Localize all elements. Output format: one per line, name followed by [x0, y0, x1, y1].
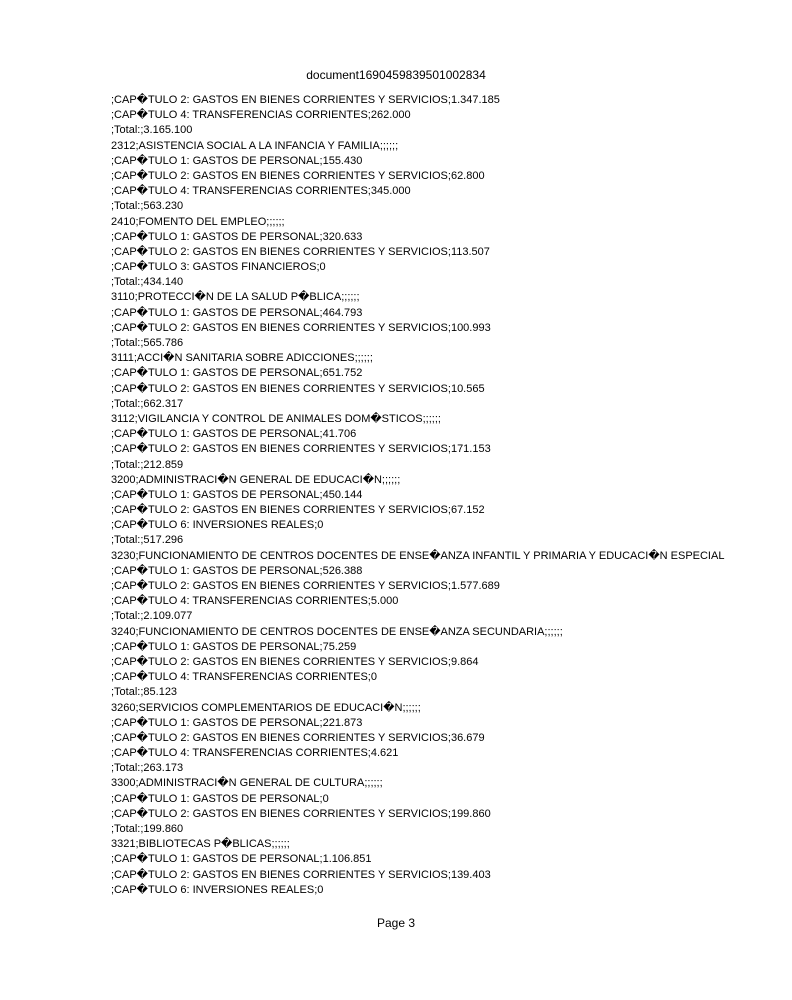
- text-line: ;Total:;199.860: [111, 823, 184, 835]
- text-line: 3200;ADMINISTRACI�N GENERAL DE EDUCACI�N;;;;;;: [111, 473, 401, 486]
- text-line: ;CAP�TULO 1: GASTOS DE PERSONAL;1.106.851: [111, 853, 372, 866]
- text-line: ;CAP�TULO 4: TRANSFERENCIAS CORRIENTES;262.000: [111, 109, 411, 122]
- text-line: ;CAP�TULO 4: TRANSFERENCIAS CORRIENTES;345.000: [111, 185, 411, 198]
- text-line: ;Total:;434.140: [111, 276, 184, 289]
- text-line: ;CAP�TULO 2: GASTOS EN BIENES CORRIENTES Y SERVICIOS;62.800: [111, 169, 485, 182]
- text-line: ;CAP�TULO 3: GASTOS FINANCIEROS;0: [111, 261, 326, 274]
- text-line: 3260;SERVICIOS COMPLEMENTARIOS DE EDUCACI�N;;;;;;: [111, 701, 421, 714]
- text-line: ;CAP�TULO 2: GASTOS EN BIENES CORRIENTES Y SERVICIOS;9.864: [111, 655, 479, 668]
- text-line: ;CAP�TULO 1: GASTOS DE PERSONAL;526.388: [111, 564, 363, 577]
- text-line: 3300;ADMINISTRACI�N GENERAL DE CULTURA;;;;;;: [111, 777, 383, 790]
- text-line: ;CAP�TULO 2: GASTOS EN BIENES CORRIENTES Y SERVICIOS;36.679: [111, 731, 485, 744]
- text-line: ;CAP�TULO 2: GASTOS EN BIENES CORRIENTES Y SERVICIOS;139.403: [111, 868, 491, 881]
- document-title: document1690459839501002834: [306, 68, 486, 82]
- text-line: ;CAP�TULO 4: TRANSFERENCIAS CORRIENTES;5.000: [111, 595, 399, 608]
- text-line: ;CAP�TULO 2: GASTOS EN BIENES CORRIENTES Y SERVICIOS;113.507: [111, 245, 490, 258]
- text-line: 2312;ASISTENCIA SOCIAL A LA INFANCIA Y FAMILIA;;;;;;: [111, 139, 399, 152]
- text-line: ;Total:;263.173: [111, 762, 184, 775]
- text-line: 3111;ACCI�N SANITARIA SOBRE ADICCIONES;;;;;;: [111, 352, 373, 365]
- page-number: Page 3: [376, 916, 416, 930]
- text-line: ;Total:;565.786: [111, 337, 184, 349]
- text-line: ;Total:;517.296: [111, 534, 184, 547]
- text-line: ;CAP�TULO 2: GASTOS EN BIENES CORRIENTES Y SERVICIOS;1.347.185: [111, 94, 500, 106]
- text-line: ;CAP�TULO 1: GASTOS DE PERSONAL;450.144: [111, 488, 363, 501]
- text-line: 3230;FUNCIONAMIENTO DE CENTROS DOCENTES DE ENSE�ANZA INFANTIL Y PRIMARIA Y EDUCACI�N ESPECIAL: [111, 549, 725, 562]
- text-line: 3321;BIBLIOTECAS P�BLICAS;;;;;;: [111, 838, 290, 851]
- text-line: ;Total:;2.109.077: [111, 610, 193, 623]
- text-line: ;CAP�TULO 1: GASTOS DE PERSONAL;0: [111, 792, 329, 805]
- text-line: 3240;FUNCIONAMIENTO DE CENTROS DOCENTES DE ENSE�ANZA SECUNDARIA;;;;;;: [111, 625, 563, 638]
- text-line: ;CAP�TULO 6: INVERSIONES REALES;0: [111, 883, 324, 896]
- text-line: 3112;VIGILANCIA Y CONTROL DE ANIMALES DOM�STICOS;;;;;;: [111, 412, 441, 425]
- text-line: ;CAP�TULO 2: GASTOS EN BIENES CORRIENTES Y SERVICIOS;10.565: [111, 382, 485, 395]
- text-line: ;Total:;212.859: [111, 458, 184, 471]
- text-line: ;CAP�TULO 4: TRANSFERENCIAS CORRIENTES;4.621: [111, 747, 399, 760]
- text-line: ;CAP�TULO 2: GASTOS EN BIENES CORRIENTES Y SERVICIOS;100.993: [111, 321, 491, 334]
- document-body: [111, 93, 792, 898]
- text-line: ;CAP�TULO 1: GASTOS DE PERSONAL;41.706: [111, 428, 357, 441]
- text-line: 3110;PROTECCI�N DE LA SALUD P�BLICA;;;;;;: [111, 291, 360, 304]
- text-line: ;CAP�TULO 2: GASTOS EN BIENES CORRIENTES Y SERVICIOS;1.577.689: [111, 580, 500, 592]
- text-line: ;CAP�TULO 1: GASTOS DE PERSONAL;320.633: [111, 230, 363, 243]
- text-line: ;CAP�TULO 6: INVERSIONES REALES;0: [111, 519, 324, 532]
- text-line: ;CAP�TULO 2: GASTOS EN BIENES CORRIENTES Y SERVICIOS;199.860: [111, 807, 491, 820]
- text-line: ;CAP�TULO 2: GASTOS EN BIENES CORRIENTES Y SERVICIOS;171.153: [111, 443, 491, 456]
- text-line: ;CAP�TULO 2: GASTOS EN BIENES CORRIENTES Y SERVICIOS;67.152: [111, 504, 485, 517]
- text-line: ;Total:;563.230: [111, 200, 184, 213]
- text-line: ;CAP�TULO 1: GASTOS DE PERSONAL;75.259: [111, 640, 357, 653]
- text-line: ;CAP�TULO 1: GASTOS DE PERSONAL;221.873: [111, 716, 363, 729]
- text-line: ;CAP�TULO 1: GASTOS DE PERSONAL;155.430: [111, 154, 363, 167]
- text-line: ;Total:;85.123: [111, 686, 178, 699]
- text-line: 2410;FOMENTO DEL EMPLEO;;;;;;: [111, 215, 285, 228]
- text-line: ;CAP�TULO 1: GASTOS DE PERSONAL;464.793: [111, 306, 363, 319]
- text-line: ;Total:;3.165.100: [111, 124, 193, 137]
- text-line: ;Total:;662.317: [111, 397, 184, 410]
- text-line: ;CAP�TULO 1: GASTOS DE PERSONAL;651.752: [111, 367, 363, 380]
- text-line: ;CAP�TULO 4: TRANSFERENCIAS CORRIENTES;0: [111, 671, 377, 684]
